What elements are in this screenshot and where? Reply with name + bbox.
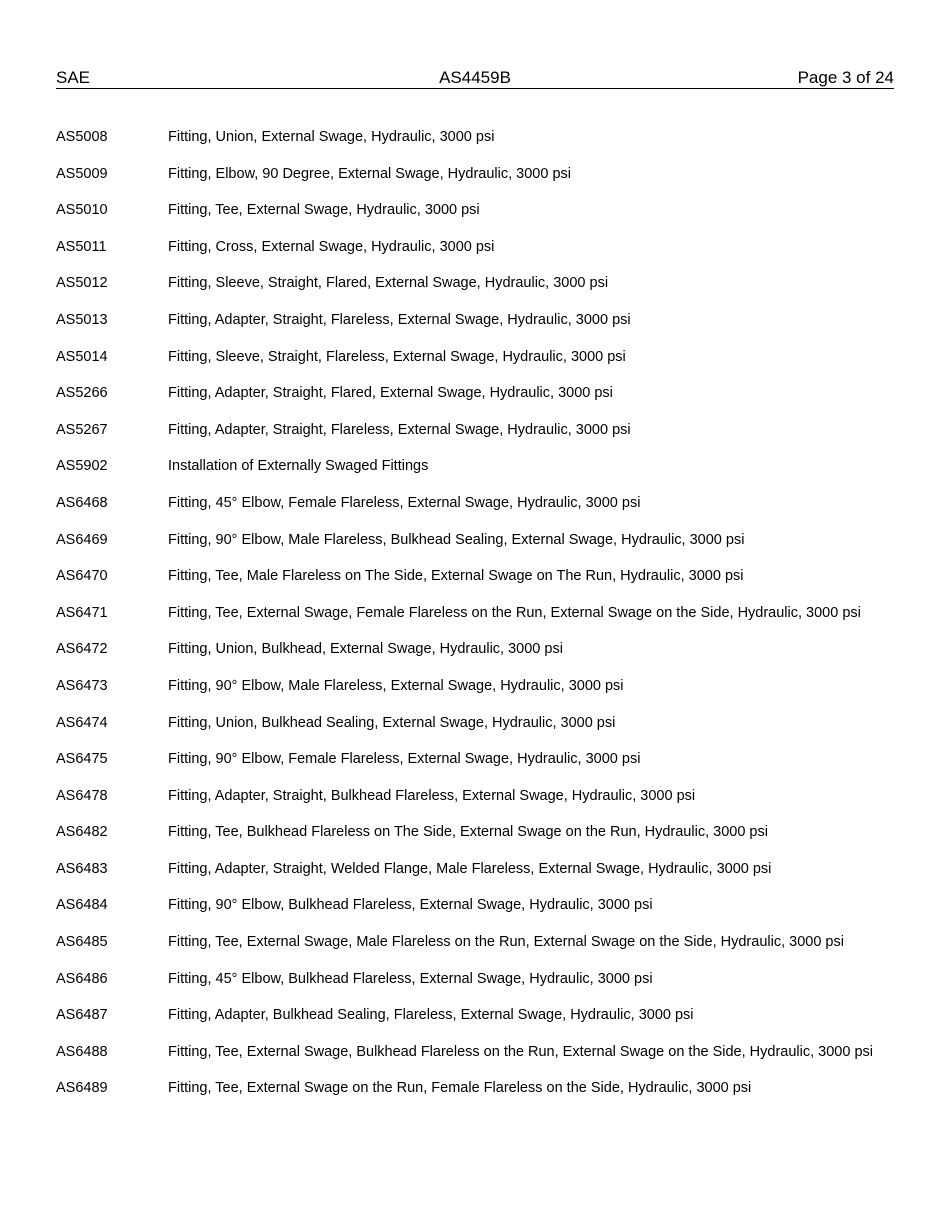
list-item (56, 531, 894, 549)
list-item (56, 787, 894, 805)
list-item (56, 714, 894, 732)
referenced-documents-list (56, 128, 894, 1116)
header-publisher: SAE (56, 68, 91, 87)
header-document-number: AS4459B (439, 68, 511, 87)
document-code: AS6489 (56, 1080, 108, 1097)
header-page-number: Page 3 of 24 (797, 68, 894, 87)
document-title: Fitting, 90° Elbow, Male Flareless, External Swage, Hydraulic, 3000 psi (168, 677, 624, 694)
list-item (56, 384, 894, 402)
document-title: Fitting, Tee, External Swage, Hydraulic, 3000 psi (168, 202, 480, 219)
list-item (56, 640, 894, 658)
document-code: AS6478 (56, 787, 108, 804)
document-title: Fitting, Adapter, Bulkhead Sealing, Flareless, External Swage, Hydraulic, 3000 psi (168, 1007, 694, 1024)
document-code: AS5008 (56, 129, 108, 145)
list-item (56, 238, 894, 256)
document-code: AS6482 (56, 824, 108, 841)
list-item (56, 274, 894, 292)
list-item (56, 128, 894, 146)
document-title: Fitting, Adapter, Straight, Welded Flange, Male Flareless, External Swage, Hydraulic, 3000 psi (168, 860, 772, 877)
document-title: Fitting, Adapter, Straight, Flareless, External Swage, Hydraulic, 3000 psi (168, 311, 631, 328)
document-title: Fitting, Tee, External Swage, Bulkhead Flareless on the Run, External Swage on the Side, Hydraulic, 3000 psi (168, 1043, 873, 1060)
page-header (56, 67, 894, 89)
document-title: Fitting, Tee, External Swage, Female Flareless on the Run, External Swage on the Side, Hydraulic, 3000 psi (168, 604, 861, 621)
list-item (56, 1006, 894, 1024)
list-item (56, 750, 894, 768)
document-title: Fitting, Union, Bulkhead, External Swage, Hydraulic, 3000 psi (168, 641, 563, 658)
document-code: AS6487 (56, 1007, 108, 1024)
document-title: Fitting, 90° Elbow, Bulkhead Flareless, External Swage, Hydraulic, 3000 psi (168, 897, 653, 914)
document-code: AS6483 (56, 860, 108, 877)
list-item (56, 348, 894, 366)
document-title: Fitting, Cross, External Swage, Hydraulic, 3000 psi (168, 238, 495, 255)
document-code: AS5012 (56, 275, 108, 292)
document-code: AS6475 (56, 751, 108, 768)
document-title: Fitting, Elbow, 90 Degree, External Swage, Hydraulic, 3000 psi (168, 165, 571, 182)
document-title: Fitting, Tee, Male Flareless on The Side, External Swage on The Run, Hydraulic, 3000 psi (168, 568, 744, 585)
document-code: AS6472 (56, 641, 108, 658)
list-item (56, 860, 894, 878)
document-code: AS6470 (56, 568, 108, 585)
document-code: AS6469 (56, 531, 108, 548)
document-title: Fitting, 45° Elbow, Female Flareless, External Swage, Hydraulic, 3000 psi (168, 494, 641, 511)
document-title: Fitting, Adapter, Straight, Bulkhead Flareless, External Swage, Hydraulic, 3000 psi (168, 787, 696, 804)
document-title: Fitting, Tee, Bulkhead Flareless on The Side, External Swage on the Run, Hydraulic, 3000 psi (168, 824, 768, 841)
document-code: AS5010 (56, 202, 108, 219)
document-title: Fitting, Union, External Swage, Hydraulic, 3000 psi (168, 129, 495, 145)
document-code: AS6486 (56, 970, 108, 987)
document-title: Fitting, Tee, External Swage on the Run, Female Flareless on the Side, Hydraulic, 3000 psi (168, 1080, 752, 1097)
list-item (56, 311, 894, 329)
document-code: AS5266 (56, 385, 108, 402)
document-code: AS6473 (56, 677, 108, 694)
list-item (56, 201, 894, 219)
document-title: Fitting, 90° Elbow, Female Flareless, External Swage, Hydraulic, 3000 psi (168, 751, 641, 768)
document-code: AS5267 (56, 421, 108, 438)
list-item (56, 494, 894, 512)
list-item (56, 457, 894, 475)
document-title: Fitting, Union, Bulkhead Sealing, External Swage, Hydraulic, 3000 psi (168, 714, 616, 731)
document-code: AS5009 (56, 165, 108, 182)
document-code: AS5902 (56, 458, 108, 475)
list-item (56, 1079, 894, 1097)
document-title: Fitting, Adapter, Straight, Flareless, External Swage, Hydraulic, 3000 psi (168, 421, 631, 438)
document-title: Fitting, Tee, External Swage, Male Flareless on the Run, External Swage on the Side, Hydraulic, 3000 psi (168, 934, 844, 951)
document-code: AS5013 (56, 311, 108, 328)
list-item (56, 896, 894, 914)
document-code: AS5014 (56, 348, 108, 365)
list-item (56, 1043, 894, 1061)
list-item (56, 567, 894, 585)
document-code: AS6471 (56, 604, 108, 621)
list-item (56, 823, 894, 841)
document-title: Installation of Externally Swaged Fittings (168, 458, 429, 475)
document-code: AS6468 (56, 494, 108, 511)
list-item (56, 933, 894, 951)
document-code: AS6485 (56, 934, 108, 951)
document-title: Fitting, 45° Elbow, Bulkhead Flareless, External Swage, Hydraulic, 3000 psi (168, 970, 653, 987)
list-item (56, 165, 894, 183)
document-title: Fitting, 90° Elbow, Male Flareless, Bulkhead Sealing, External Swage, Hydraulic, 3000 psi (168, 531, 745, 548)
document-code: AS6488 (56, 1043, 108, 1060)
list-item (56, 677, 894, 695)
document-title: Fitting, Sleeve, Straight, Flared, External Swage, Hydraulic, 3000 psi (168, 275, 609, 292)
list-item (56, 604, 894, 622)
document-code: AS5011 (56, 238, 107, 255)
document-code: AS6474 (56, 714, 108, 731)
list-item (56, 970, 894, 988)
document-code: AS6484 (56, 897, 108, 914)
document-title: Fitting, Adapter, Straight, Flared, External Swage, Hydraulic, 3000 psi (168, 385, 613, 402)
document-title: Fitting, Sleeve, Straight, Flareless, External Swage, Hydraulic, 3000 psi (168, 348, 626, 365)
list-item (56, 421, 894, 439)
